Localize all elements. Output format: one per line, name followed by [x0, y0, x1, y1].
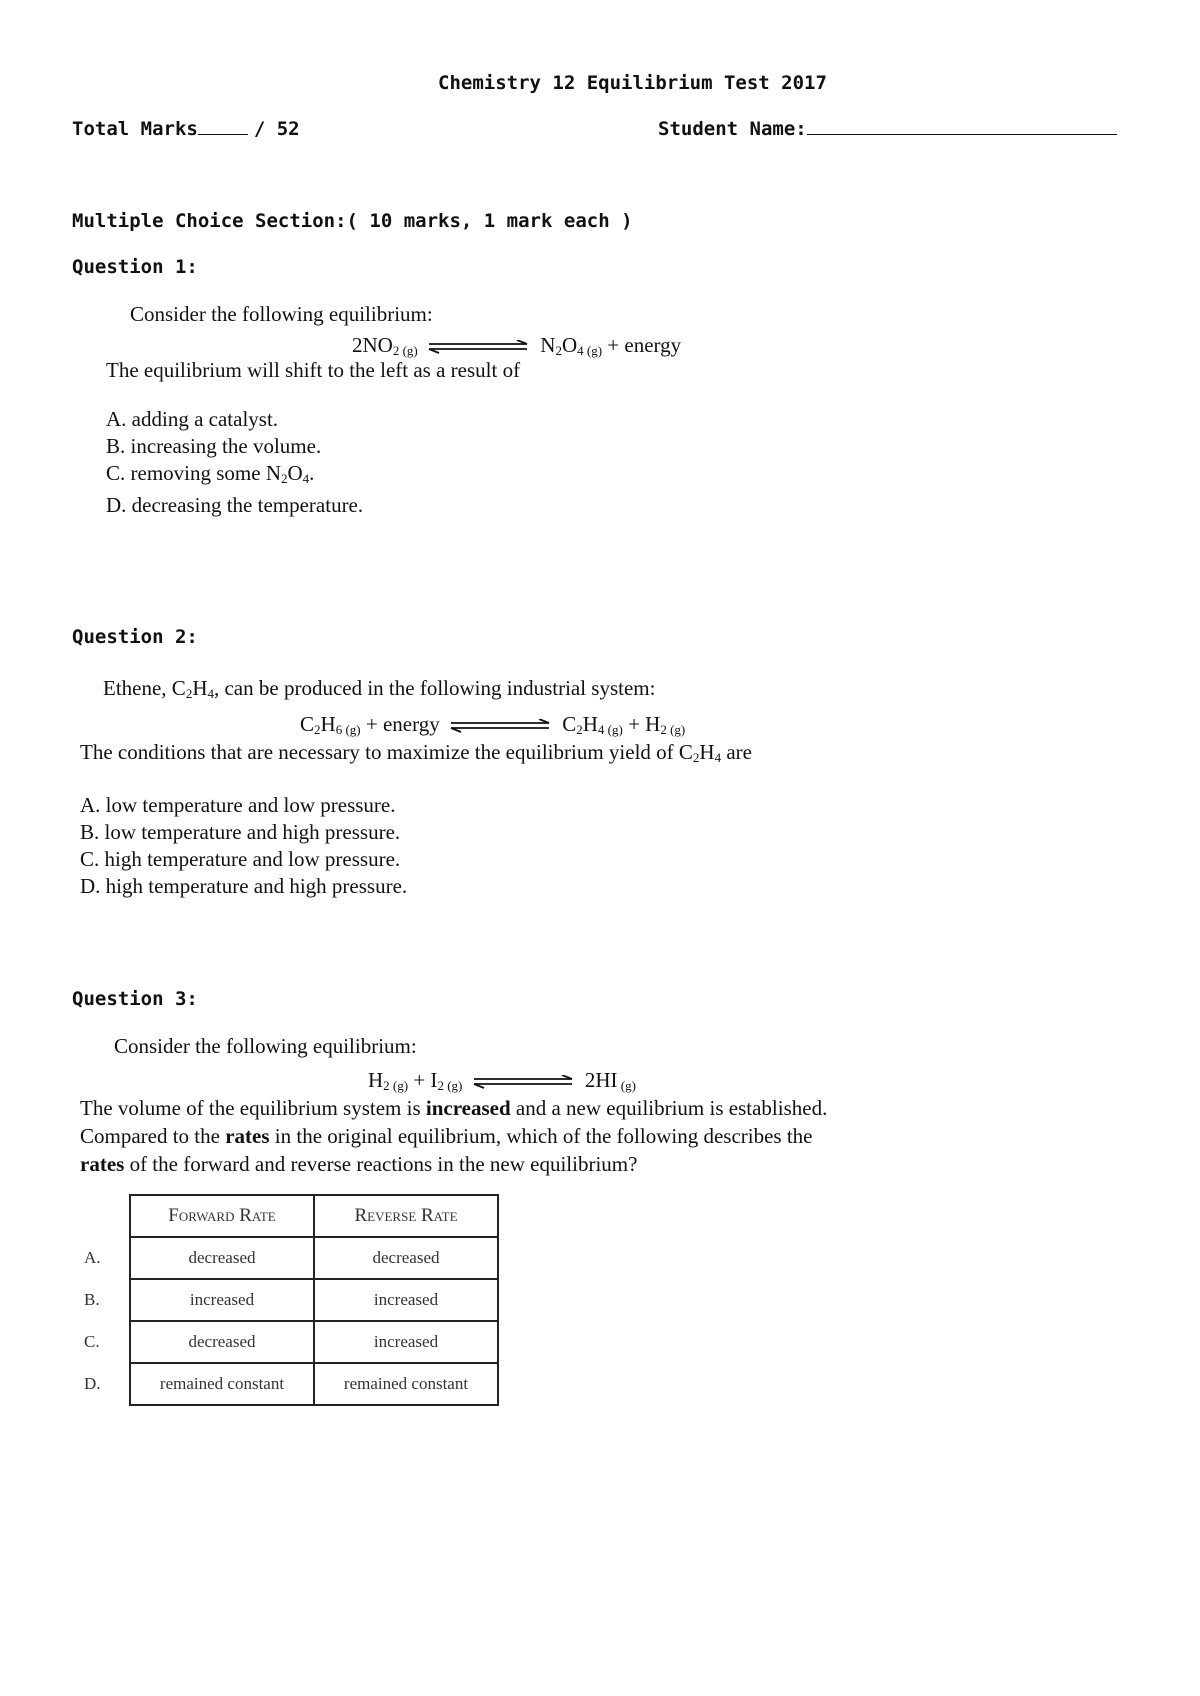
- question-3-prompt: The volume of the equilibrium system is increased and a new equilibrium is established. Compared to the rates in the original equilibrium, which of the following describes the rates of the forward and reverse reactions in the new equilibrium?: [80, 1096, 828, 1176]
- question-1-option-a[interactable]: A. adding a catalyst.: [106, 407, 279, 431]
- equilibrium-arrow-icon: [472, 1075, 576, 1089]
- question-1-option-c[interactable]: C. removing some $N_2O_4$.: [106, 461, 315, 486]
- section-title: Multiple Choice Section:( 10 marks, 1 mark each ): [72, 210, 633, 232]
- table-row[interactable]: [76, 1279, 498, 1321]
- question-1-options: [106, 406, 363, 519]
- question-1-option-d[interactable]: D. decreasing the temperature.: [106, 493, 364, 517]
- equilibrium-arrow-icon: [427, 340, 531, 354]
- reverse-rate-header: Reverse Rate: [314, 1195, 498, 1237]
- reverse-cell: remained constant: [314, 1363, 498, 1405]
- question-2-prompt: The conditions that are necessary to maximize the equilibrium yield of $C_2H_4$ are: [80, 740, 752, 765]
- question-2-option-b[interactable]: B. low temperature and high pressure.: [80, 820, 401, 844]
- reverse-cell: increased: [314, 1321, 498, 1363]
- question-1-prompt: The equilibrium will shift to the left as a result of: [106, 358, 521, 382]
- reverse-cell: increased: [314, 1279, 498, 1321]
- question-1-intro: Consider the following equilibrium:: [130, 302, 433, 326]
- question-2-option-a[interactable]: A. low temperature and low pressure.: [80, 793, 396, 817]
- student-name-blank[interactable]: [807, 134, 1117, 135]
- student-name: [658, 118, 1117, 140]
- forward-cell: increased: [130, 1279, 314, 1321]
- total-marks: [72, 118, 300, 140]
- rates-table: [76, 1194, 499, 1406]
- question-2-intro: Ethene, $C_2H_4$, can be produced in the following industrial system:: [103, 676, 656, 701]
- forward-cell: decreased: [130, 1321, 314, 1363]
- student-name-label: Student Name:: [658, 118, 807, 140]
- question-2-option-c[interactable]: C. high temperature and low pressure.: [80, 847, 401, 871]
- rates-table-header-row: [76, 1195, 498, 1237]
- question-3-heading: Question 3:: [72, 988, 198, 1010]
- question-1-equation: $2NO_2$ (g) $N_2O_4$ (g) + energy: [352, 333, 682, 358]
- question-2-equation: $C_2H_6$ (g) + energy $C_2H_4$ $(g) + H_2$ (g): [300, 712, 686, 737]
- row-label: A.: [84, 1248, 101, 1267]
- question-2-heading: Question 2:: [72, 626, 198, 648]
- question-2-options: [80, 792, 407, 900]
- forward-cell: remained constant: [130, 1363, 314, 1405]
- question-2-option-d[interactable]: D. high temperature and high pressure.: [80, 874, 408, 898]
- reverse-cell: decreased: [314, 1237, 498, 1279]
- total-marks-label: Total Marks: [72, 118, 198, 140]
- row-label: D.: [84, 1374, 101, 1393]
- question-1-heading: Question 1:: [72, 256, 198, 278]
- row-label: C.: [84, 1332, 100, 1351]
- row-label: B.: [84, 1290, 100, 1309]
- table-row[interactable]: [76, 1237, 498, 1279]
- table-row[interactable]: [76, 1321, 498, 1363]
- forward-rate-header: Forward Rate: [130, 1195, 314, 1237]
- table-row[interactable]: [76, 1363, 498, 1405]
- question-3-equation: $H_2$ $(g) + I_2$ (g) 2HI (g): [368, 1068, 636, 1093]
- equilibrium-arrow-icon: [449, 719, 553, 733]
- question-1-option-b[interactable]: B. increasing the volume.: [106, 434, 322, 458]
- total-marks-blank[interactable]: [198, 134, 248, 135]
- forward-cell: decreased: [130, 1237, 314, 1279]
- page-title: Chemistry 12 Equilibrium Test 2017: [438, 72, 827, 94]
- question-3-intro: Consider the following equilibrium:: [114, 1034, 417, 1058]
- total-marks-max: / 52: [253, 118, 300, 140]
